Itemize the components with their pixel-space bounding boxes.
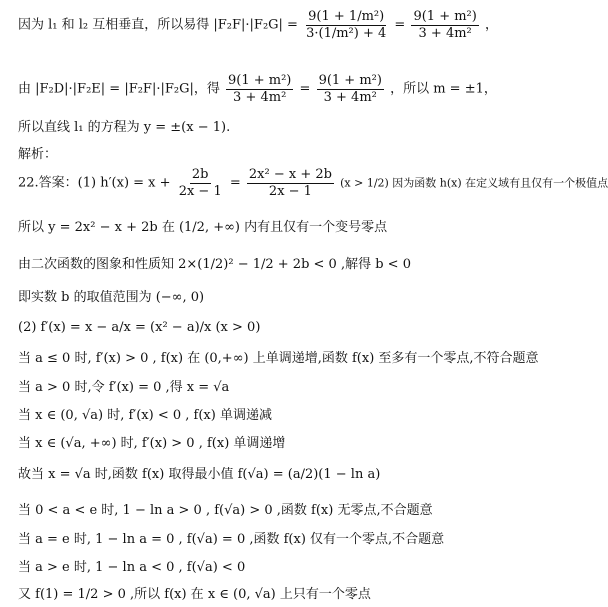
- line-5-fraction-a: [177, 168, 224, 198]
- line-16: 当 a = e 时, 1 − ln a = 0 , f(√a) = 0 ,函数 f(x) 仅有一个零点,不合题意: [18, 532, 445, 547]
- line-1-pre: 因为 l₁ 和 l₂ 互相垂直，所以易得 |F₂F|·|F₂G| =: [18, 17, 298, 33]
- line-5-fraction-b: [247, 168, 334, 198]
- line-17: 当 a > e 时, 1 − ln a < 0 , f(√a) < 0: [18, 560, 246, 575]
- line-13: 当 x ∈ (√a, +∞) 时, f′(x) > 0 , f(x) 单调递增: [18, 436, 286, 451]
- line-10: 当 a ≤ 0 时, f′(x) > 0 , f(x) 在 (0,+∞) 上单调递增,函数 f(x) 至多有一个零点,不符合题意: [18, 351, 539, 366]
- line-1-numerator-a: 9(1 + 1/m²): [308, 9, 385, 24]
- line-5-equals: =: [229, 175, 241, 191]
- line-2-numerator-a: 9(1 + m²): [227, 73, 292, 88]
- line-5: [18, 168, 608, 198]
- line-5-post: (x > 1/2) 因为函数 h(x) 在定义域有且仅有一个极值点: [340, 176, 608, 190]
- line-1-fraction-a: [304, 10, 388, 40]
- line-5-denominator-b: 2x − 1: [268, 183, 312, 199]
- line-8: 即实数 b 的取值范围为 (−∞, 0): [18, 290, 205, 305]
- line-1-numerator-b: 9(1 + m²): [413, 9, 477, 24]
- line-18: 又 f(1) = 1/2 > 0 ,所以 f(x) 在 x ∈ (0, √a) 上只有一个零点: [18, 587, 371, 602]
- line-1-denominator-b: 3 + 4m²: [418, 25, 472, 41]
- line-3: 所以直线 l₁ 的方程为 y = ±(x − 1).: [18, 120, 231, 135]
- line-2-equals: =: [299, 81, 311, 97]
- line-2-denominator-a: 3 + 4m²: [233, 89, 287, 105]
- line-1-denominator-a: 3·(1/m²) + 4: [306, 25, 387, 41]
- line-4: 解析：: [18, 147, 58, 162]
- line-11: 当 a > 0 时,令 f′(x) = 0 ,得 x = √a: [18, 380, 230, 395]
- line-5-numerator-b: 2x² − x + 2b: [248, 167, 332, 182]
- line-7: 由二次函数的图象和性质知 2×(1/2)² − 1/2 + 2b < 0 ,解得 b < 0: [18, 257, 411, 272]
- line-2-fraction-a: [226, 74, 293, 104]
- line-15: 当 0 < a < e 时, 1 − ln a > 0 , f(√a) > 0 ,函数 f(x) 无零点,不合题意: [18, 503, 433, 518]
- line-5-denominator-a: 2x − 1: [178, 183, 222, 199]
- line-9: (2) f′(x) = x − a/x = (x² − a)/x (x > 0): [18, 320, 261, 335]
- line-6: 所以 y = 2x² − x + 2b 在 (1/2, +∞) 内有且仅有一个变号零点: [18, 220, 388, 235]
- line-12: 当 x ∈ (0, √a) 时, f′(x) < 0 , f(x) 单调递减: [18, 408, 272, 423]
- line-2-post: ，所以 m = ±1，: [390, 81, 497, 97]
- line-1-post: ，: [484, 17, 498, 33]
- line-1: [18, 10, 498, 40]
- line-1-equals: =: [394, 17, 406, 33]
- line-2-fraction-b: [317, 74, 384, 104]
- line-1-fraction-b: [411, 10, 478, 40]
- line-2-pre: 由 |F₂D|·|F₂E| = |F₂F|·|F₂G|，得: [18, 81, 220, 97]
- line-5-numerator-a: 2b: [191, 167, 209, 182]
- line-2: [18, 74, 497, 104]
- line-2-numerator-b: 9(1 + m²): [318, 73, 382, 88]
- line-14: 故当 x = √a 时,函数 f(x) 取得最小值 f(√a) = (a/2)(1 − ln a): [18, 467, 381, 482]
- line-2-denominator-b: 3 + 4m²: [323, 89, 377, 105]
- line-5-pre: 22.答案：(1) h′(x) = x +: [18, 175, 171, 191]
